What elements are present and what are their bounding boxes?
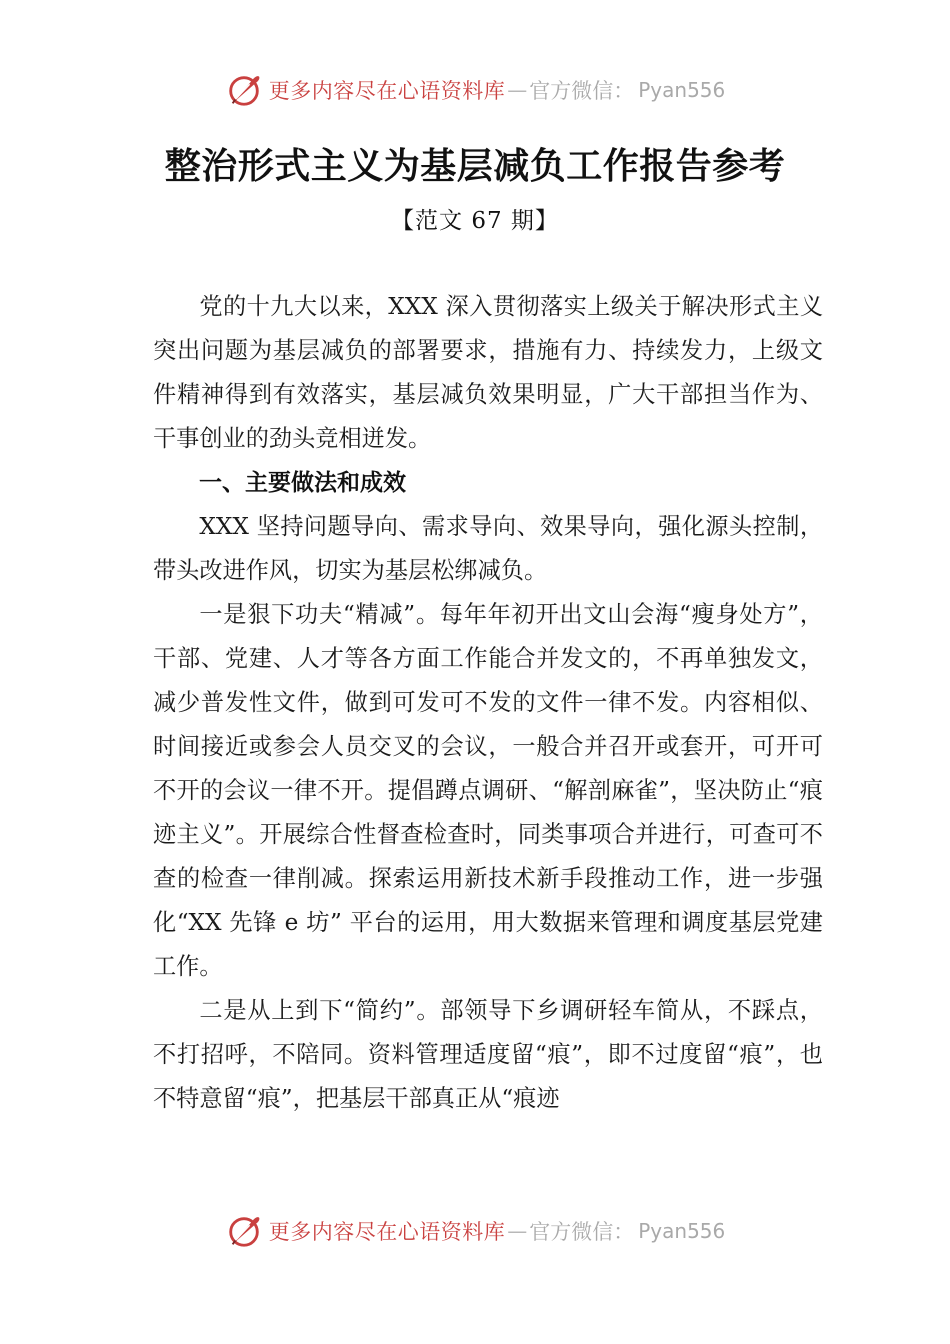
watermark-brand: 更多内容尽在心语资料库 bbox=[268, 79, 506, 103]
document-subtitle: 【范文 67 期】 bbox=[391, 208, 559, 234]
watermark-separator: — bbox=[507, 1219, 528, 1243]
point-two-paragraph: 二是从上到下“简约”。部领导下乡调研轻车简从，不踩点，不打招呼，不陪同。资料管理适度留“痕”，即不过度留“痕”，也不特意留“痕”，把基层干部真正从“痕迹 bbox=[153, 997, 823, 1112]
watermark-label: 官方微信： bbox=[529, 79, 635, 103]
intro-paragraph: 党的十九大以来，XXX 深入贯彻落实上级关于解决形式主义突出问题为基层减负的部署要求，措施有力、持续发力，上级文件精神得到有效落实，基层减负效果明显，广大干部担当作为、干事创业的劲头竞相迸发。 bbox=[153, 293, 823, 452]
section-heading: 一、主要做法和成效 bbox=[199, 470, 406, 496]
watermark-label: 官方微信： bbox=[529, 1220, 635, 1244]
watermark-banner-bottom bbox=[0, 1207, 950, 1255]
section-intro-paragraph: XXX 坚持问题导向、需求导向、效果导向，强化源头控制，带头改进作风，切实为基层松绑减负。 bbox=[153, 513, 823, 584]
watermark-banner-top bbox=[0, 66, 950, 114]
watermark-brand: 更多内容尽在心语资料库 bbox=[268, 1220, 506, 1244]
document-title: 整治形式主义为基层减负工作报告参考 bbox=[164, 146, 786, 187]
document-body bbox=[153, 285, 823, 1121]
watermark-separator: — bbox=[507, 78, 528, 102]
quill-logo-icon bbox=[225, 71, 263, 109]
watermark-account: Pyan556 bbox=[638, 1219, 726, 1243]
watermark-account: Pyan556 bbox=[638, 78, 726, 102]
quill-logo-icon bbox=[225, 1212, 263, 1250]
point-one-paragraph: 一是狠下功夫“精减”。每年年初开出文山会海“瘦身处方”，干部、党建、人才等各方面工作能合并发文的，不再单独发文，减少普发性文件，做到可发可不发的文件一律不发。内容相似、时间接近或参会人员交叉的会议，一般合并召开或套开，可开可不开的会议一律不开。提倡蹲点调研、“解剖麻雀”，坚决防止“痕迹主义”。开展综合性督查检查时，同类事项合并进行，可查可不查的检查一律削减。探索运用新技术新手段推动工作，进一步强化“XX 先锋 e 坊” 平台的运用，用大数据来管理和调度基层党建工作。 bbox=[153, 601, 823, 980]
